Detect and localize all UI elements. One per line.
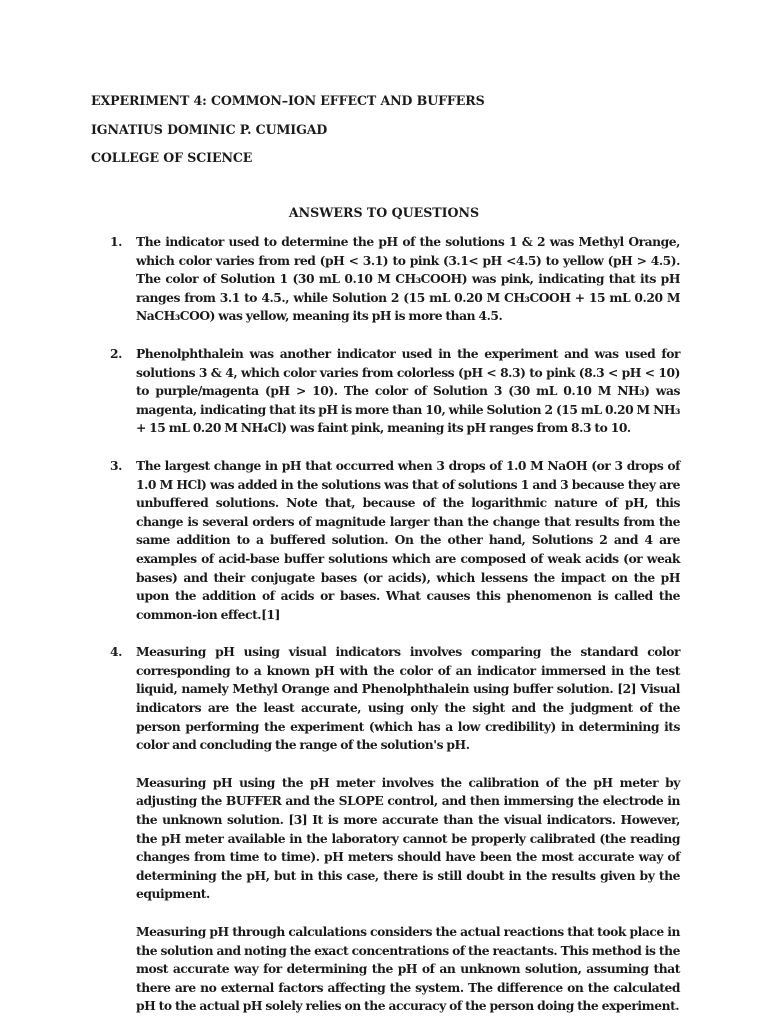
- answer-paragraph: Measuring pH using visual indicators involves comparing the standard color corresponding to a known pH with the color of an indicator immersed in the test liquid, namely Methyl Orange and Phenolphthalein using buffer solution. [2] Visual indicators are the least accurate, using only the sight and the judgment of the person performing the experiment (which has a low credibility) in determining its color and concluding the range of the solution's pH.: [136, 644, 680, 753]
- answer-paragraph: Measuring pH using the pH meter involves the calibration of the pH meter by adjusting the BUFFER and the SLOPE control, and then immersing the electrode in the unknown solution. [3] It is more accurate than the visual indicators. However, the pH meter available in the laboratory cannot be properly calibrated (the reading changes from time to time). pH meters should have been the most accurate way of determining the pH, but in this case, there is still doubt in the results given by the equipment.: [136, 774, 680, 902]
- question-number: 3.: [110, 457, 122, 473]
- questions-list: [110, 233, 680, 1016]
- experiment-title: EXPERIMENT 4: COMMON–ION EFFECT AND BUFFERS: [91, 93, 485, 108]
- question-item-2: [110, 345, 680, 438]
- question-number: 1.: [110, 234, 122, 249]
- answer-paragraph: The largest change in pH that occurred when 3 drops of 1.0 M NaOH (or 3 drops of 1.0 M HCl) was added in the solutions was that of solutions 1 and 3 because they are unbuffered solutions. Note that, because of the logarithmic nature of pH, this change is several orders of magnitude larger than the change that results from the same addition to a buffered solution. On the other hand, Solutions 2 and 4 are examples of acid-base buffer solutions which are composed of weak acids (or weak bases) and their conjugate bases (or acids), which lessens the impact on the pH upon the addition of acids or bases. What causes this phenomenon is called the common-ion effect.[1]: [136, 457, 680, 622]
- question-number: 2.: [110, 345, 122, 361]
- question-item-1: [110, 233, 680, 326]
- answer-paragraph: The indicator used to determine the pH of the solutions 1 & 2 was Methyl Orange, which color varies from red (pH < 3.1) to pink (3.1< pH <4.5) to yellow (pH > 4.5). The color of Solution 1 (30 mL 0.10 M CH₃COOH) was pink, indicating that its pH ranges from 3.1 to 4.5., while Solution 2 (15 mL 0.20 M CH₃COOH + 15 mL 0.20 M NaCH₃COO) was yellow, meaning its pH is more than 4.5.: [136, 234, 680, 324]
- answer-paragraph: Phenolphthalein was another indicator used in the experiment and was used for solutions 3 & 4, which color varies from colorless (pH < 8.3) to pink (8.3 < pH < 10) to purple/magenta (pH > 10). The color of Solution 3 (30 mL 0.10 M NH₃) was magenta, indicating that its pH is more than 10, while Solution 2 (15 mL 0.20 M NH₃ + 15 mL 0.20 M NH₄Cl) was faint pink, meaning its pH ranges from 8.3 to 10.: [136, 345, 680, 436]
- college-name: COLLEGE OF SCIENCE: [91, 150, 253, 165]
- question-number: 4.: [110, 644, 122, 660]
- section-title: ANSWERS TO QUESTIONS: [288, 205, 480, 220]
- question-item-3: [110, 457, 680, 624]
- answer-paragraph: Measuring pH through calculations considers the actual reactions that took place in the solution and noting the exact concentrations of the reactants. This method is the most accurate way for determining the pH of an unknown solution, assuming that there are no external factors affecting the system. The difference on the calculated pH to the actual pH solely relies on the accuracy of the person doing the experiment.: [136, 924, 680, 1014]
- question-item-4: [110, 643, 680, 1016]
- author-name: IGNATIUS DOMINIC P. CUMIGAD: [91, 122, 328, 137]
